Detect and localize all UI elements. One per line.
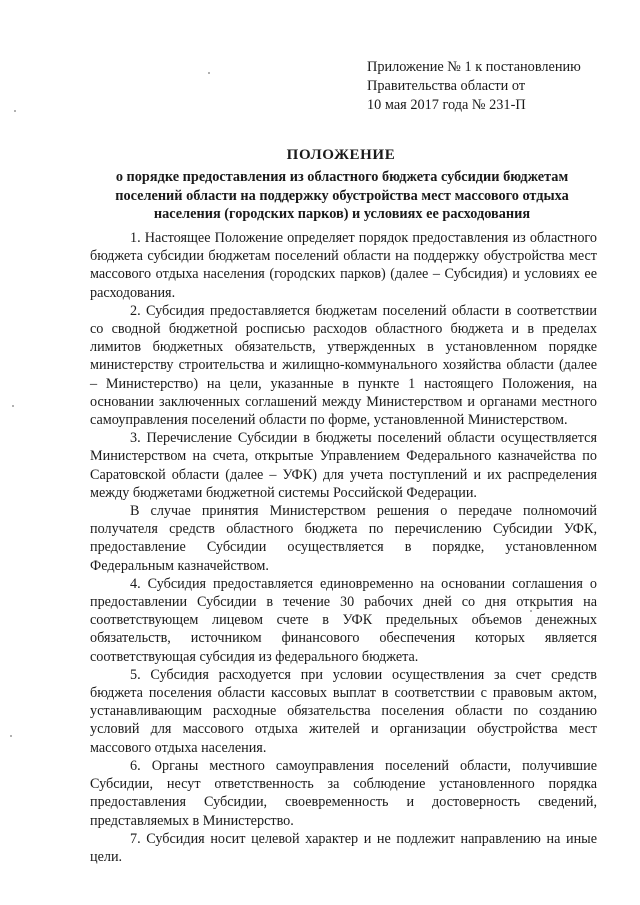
paragraph-1: 1. Настоящее Положение определяет порядок предоставления из областного бюджета субсидии бюджетам поселений области на поддержку обустройства мест массового отдыха населения (городских парков) (далее – Субсидия) и условиях ее расходования. <box>90 230 597 301</box>
document-title: ПОЛОЖЕНИЕ <box>286 147 396 163</box>
paragraph-4: 4. Субсидия предоставляется единовременно на основании соглашения о предоставлении Субсидии в течение 30 рабочих дней со дня открытия на соответствующем лицевом счете в УФК предельных объемов денежных обязательств, источником финансового обеспечения которых является соответствующая субсидия из федерального бюджета. <box>90 575 597 665</box>
paragraph-3-continuation: В случае принятия Министерством решения о передаче полномочий получателя средств областного бюджета по перечислению Субсидии УФК, предоставление Субсидии осуществляется в порядке, установленном Федеральным казначейством. <box>90 503 597 574</box>
scan-speck <box>12 405 14 407</box>
appendix-line-2: Правительства области от <box>367 78 526 94</box>
scan-speck <box>14 110 16 112</box>
paragraph-5: 5. Субсидия расходуется при условии осуществления за счет средств бюджета поселения области кассовых выплат в соответствии с правовым актом, устанавливающим расходные обязательства поселения области по созданию условий для массового отдыха жителей и организации обустройства мест массового отдыха населения. <box>90 666 597 756</box>
paragraph-2: 2. Субсидия предоставляется бюджетам поселений области в соответствии со сводной бюджетной росписью расходов областного бюджета и в пределах лимитов бюджетных обязательств, утвержденных в установленном порядке министерству строительства и жилищно-коммунального хозяйства области (далее – Министерство) на цели, указанные в пункте 1 настоящего Положения, на основании заключенных соглашений между Министерством и органами местного самоуправления поселений области по форме, установленной Министерством. <box>90 302 597 429</box>
paragraph-6: 6. Органы местного самоуправления поселений области, получившие Субсидии, несут ответственность за соблюдение установленного порядка предоставления Субсидии, своевременность и достоверность сведений, представляемых в Министерство. <box>90 757 597 829</box>
scan-speck <box>208 72 210 74</box>
paragraph-3: 3. Перечисление Субсидии в бюджеты поселений области осуществляется Министерством на счета, открытые Управлением Федерального казначейства по Саратовской области (далее – УФК) для учета поступлений и их распределения между бюджетами бюджетной системы Российской Федерации. <box>90 430 597 501</box>
appendix-line-1: Приложение № 1 к постановлению <box>367 59 581 75</box>
appendix-line-3: 10 мая 2017 года № 231-П <box>367 97 526 113</box>
document-body <box>90 229 597 866</box>
appendix-header <box>367 58 632 115</box>
paragraph-7: 7. Субсидия носит целевой характер и не подлежит направлению на иные цели. <box>90 830 597 865</box>
scan-speck <box>10 735 12 737</box>
scan-speck <box>530 610 532 612</box>
document-subtitle: о порядке предоставления из областного бюджета субсидии бюджетам поселений области на поддержку обустройства мест массового отдыха населения (городских парков) и условиях ее расходования <box>115 169 569 222</box>
